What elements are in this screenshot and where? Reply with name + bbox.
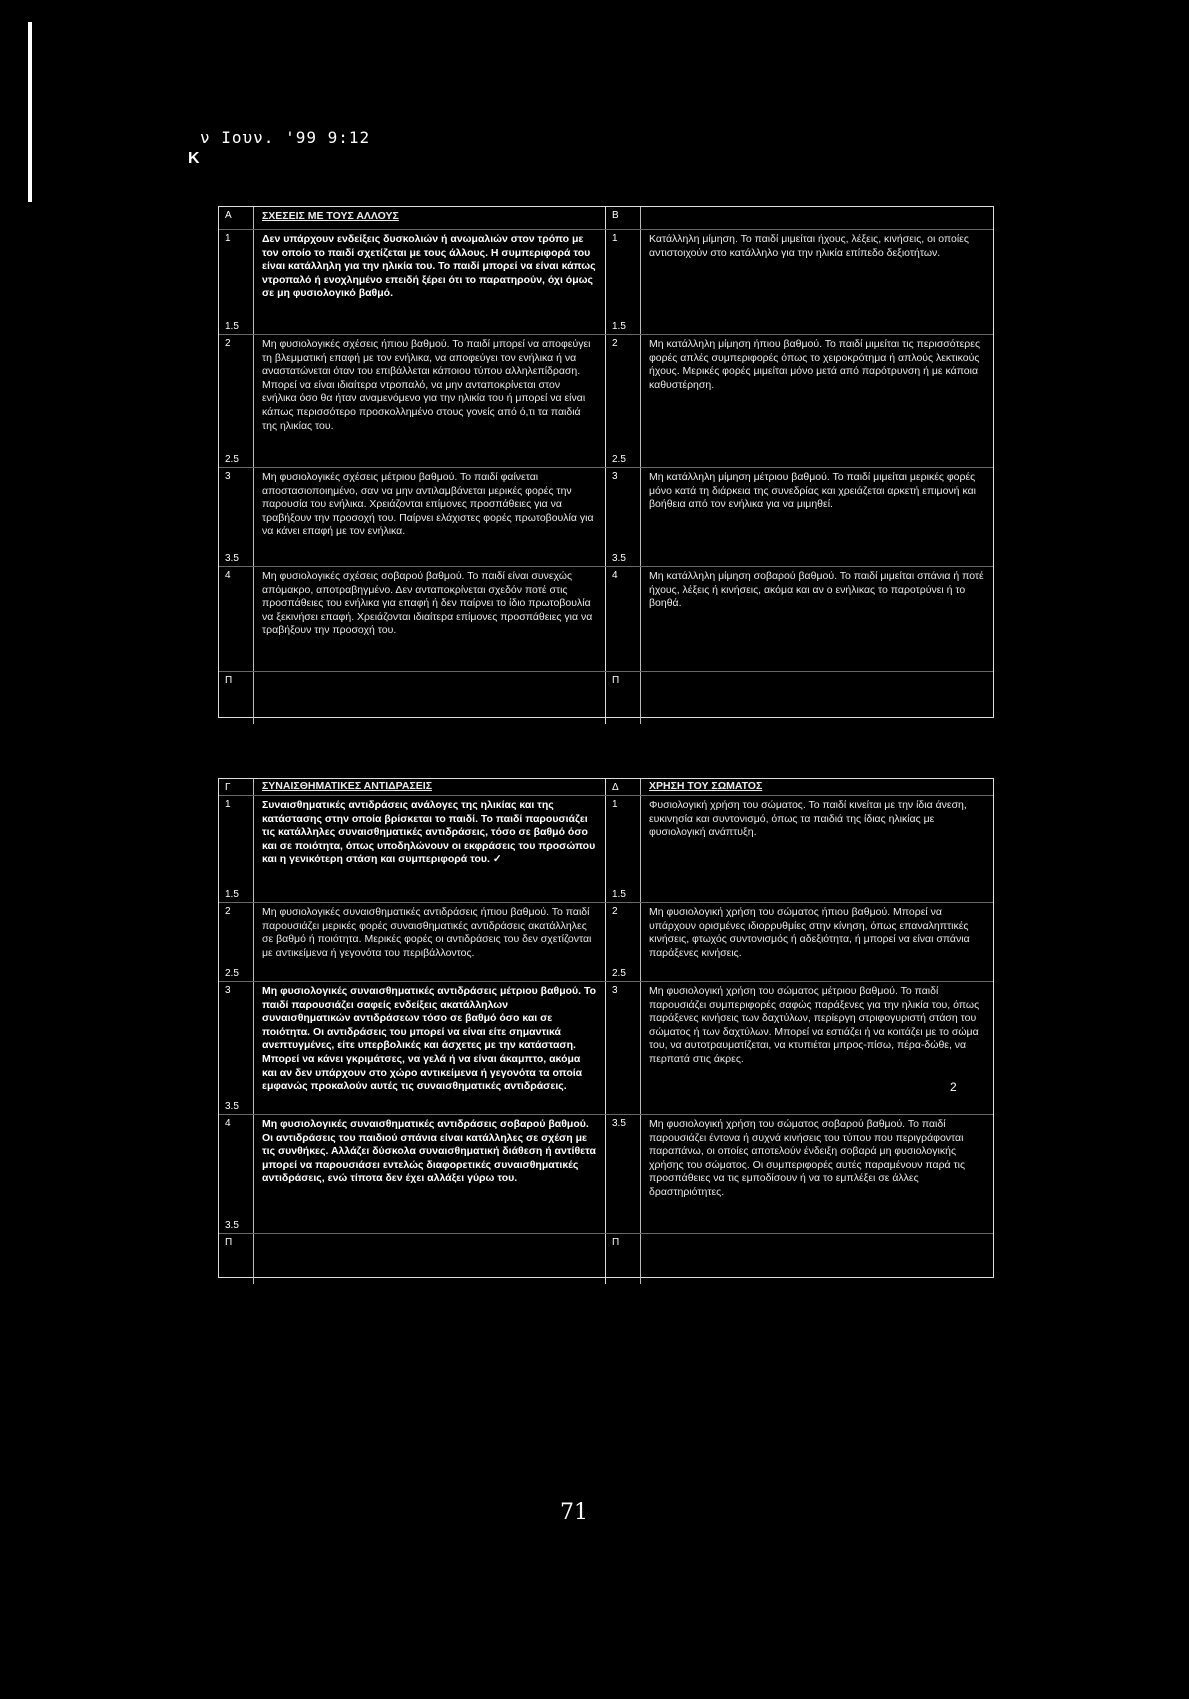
description-cell: Μη φυσιολογική χρήση του σώματος μέτριου βαθμού. Το παιδί παρουσιάζει συμπεριφορές σαφώς παράξενες για την ηλικία του, όπως παράξενες κινήσεις των δαχτύλων, περίεργη στριφογυριστή στάση του σώματος ή των δαχτύλων. Μπορεί να εστιάζει ή να κοιτάζει με το σώμα του, να αυτοτραυματίζεται, να κτυπιέται μπρος-πίσω, πέρα-δώθε, να περπατά στις άκρες. <box>640 982 993 1114</box>
description-cell: Δεν υπάρχουν ενδείξεις δυσκολιών ή ανωμαλιών στον τρόπο με τον οποίο το παιδί σχετίζεται με τους άλλους. Η συμπεριφορά του είναι κατάλληλη για την ηλικία του. Το παιδί μπορεί να είναι κάπως ντροπαλό ή ενοχλημένο επειδή ξέρει ότι το παρατηρούν, όχι όμως σε μη φυσιολογικό βαθμό. <box>253 230 605 334</box>
description-cell: Μη φυσιολογικές συναισθηματικές αντιδράσεις μέτριου βαθμού. Το παιδί παρουσιάζει σαφείς ενδείξεις ακατάλληλων συναισθηματικών αντιδράσεων τόσο σε βαθμό όσο και σε ποιότητα. Οι αντιδράσεις του μπορεί να είναι είτε σημαντικά ανεπτυγμένες, είτε υπερβολικές και άσχετες με την κατάσταση. Μπορεί να κάνει γκριμάτσες, να γελά ή να είναι άκαμπτο, ακόμα και αν δεν υπάρχουν στο χώρο αντικείμενα ή γεγονότα τα οποία εμφανώς προκαλούν αυτές τις συναισθηματικές αντιδράσεις. <box>253 982 605 1114</box>
observation-cell <box>253 672 605 724</box>
score-cell: 3 3.5 <box>225 471 239 564</box>
score-cell: 3.5 <box>612 1118 626 1129</box>
score-cell: 3 3.5 <box>225 985 239 1112</box>
fax-edge-mark <box>28 22 32 202</box>
score-cell: 1 1.5 <box>225 799 239 900</box>
description-cell: Μη κατάλληλη μίμηση ήπιου βαθμού. Το παιδί μιμείται τις περισσότερες φορές απλές συμπεριφορές όπως το χειροκρότημα ή απλούς λεκτικούς ήχους. Μερικές φορές μιμείται μόνο μετά από παρότρυνση ή με κάποια καθυστέρηση. <box>640 335 993 467</box>
score-cell: 2 2.5 <box>225 906 239 979</box>
fax-header: ν Ιουν. '99 9:12 <box>200 128 371 147</box>
table-row <box>219 230 993 335</box>
score-cell: 3 3.5 <box>612 471 626 564</box>
table-row <box>219 468 993 567</box>
page-letter: 2 <box>950 1080 957 1094</box>
description-cell: Φυσιολογική χρήση του σώματος. Το παιδί κινείται με την ίδια άνεση, ευκινησία και συντονισμό, όπως τα παιδιά της ίδιας ηλικίας με φυσιολογική ανάπτυξη. <box>640 796 993 902</box>
description-cell: Συναισθηματικές αντιδράσεις ανάλογες της ηλικίας και της κατάστασης στην οποία βρίσκεται το παιδί. Το παιδί παρουσιάζει τις κατάλληλες συναισθηματικές αντιδράσεις, τόσο σε βαθμό όσο και σε ποιότητα, όπως υποδηλώνουν οι εκφράσεις του προσώπου και η γενικότερη στάση και συμπεριφορά του. ✓ <box>253 796 605 902</box>
section-title: ΣΥΝΑΙΣΘΗΜΑΤΙΚΕΣ ΑΝΤΙΔΡΑΣΕΙΣ <box>253 779 605 795</box>
description-cell: Μη φυσιολογικές σχέσεις σοβαρού βαθμού. Το παιδί είναι συνεχώς απόμακρο, αποτραβηγμένο. Δεν ανταποκρίνεται σχεδόν ποτέ στις προσπάθειες του ενήλικα για επαφή ή δεν παίρνει το ίδιο πρωτοβουλία να ξεκινήσει επαφή. Χρειάζονται ιδιαίτερα επίμονες προσπάθειες για να τραβήξουν την προσοχή του. <box>253 567 605 671</box>
section-label: Δ <box>612 782 619 793</box>
table-row <box>219 903 993 982</box>
description-cell: Μη φυσιολογική χρήση του σώματος σοβαρού βαθμού. Το παιδί παρουσιάζει έντονα ή συχνά κινήσεις του τύπου που περιγράφονται παραπάνω, οι οποίες αποτελούν ένδειξη σοβαρά μη φυσιολογικής χρήσης του σώματος. Οι συμπεριφορές αυτές παραμένουν παρά τις προσπάθειες να τις εμποδίσουν ή να το εμπλέξει σε άλλες δραστηριότητες. <box>640 1115 993 1233</box>
observation-label: Π <box>612 1237 620 1248</box>
table-row <box>219 567 993 672</box>
section-title: ΣΧΕΣΕΙΣ ΜΕ ΤΟΥΣ ΑΛΛΟΥΣ <box>253 207 605 229</box>
table-row <box>219 796 993 903</box>
score-cell: 2 2.5 <box>612 906 626 979</box>
section-label: Γ <box>225 782 231 793</box>
section-label: Β <box>612 210 619 221</box>
description-cell: Μη κατάλληλη μίμηση σοβαρού βαθμού. Το παιδί μιμείται σπάνια ή ποτέ ήχους, λέξεις ή κινήσεις, ακόμα και αν ο ενήλικας το παροτρύνει ή το βοηθά. <box>640 567 993 671</box>
table-header-row <box>219 779 993 796</box>
table-row <box>219 1115 993 1234</box>
table-row-observations <box>219 1234 993 1284</box>
table-row-observations <box>219 672 993 724</box>
score-cell: 1 1.5 <box>612 799 626 900</box>
description-cell: Μη κατάλληλη μίμηση μέτριου βαθμού. Το παιδί μιμείται μερικές φορές μόνο κατά τη διάρκεια της συνεδρίας και χρειάζεται αρκετή επιμονή και βοήθεια από τον ενήλικα για να μιμηθεί. <box>640 468 993 566</box>
description-cell: Μη φυσιολογικές συναισθηματικές αντιδράσεις σοβαρού βαθμού. Οι αντιδράσεις του παιδιού σπάνια είναι κατάλληλες σε σχέση με τις συνθήκες. Αλλάζει δύσκολα συναισθηματική διάθεση ή αντίθετα μπορεί να παρουσιάσει εντελώς διαφορετικές συναισθηματικές αντιδράσεις, ενώ τίποτα δεν έχει αλλάξει γύρω του. <box>253 1115 605 1233</box>
section-title: ΧΡΗΣΗ ΤΟΥ ΣΩΜΑΤΟΣ <box>640 779 993 795</box>
section-label: Α <box>225 210 232 221</box>
description-cell: Μη φυσιολογικές σχέσεις ήπιου βαθμού. Το παιδί μπορεί να αποφεύγει τη βλεμματική επαφή με τον ενήλικα, να αποφεύγει τον ενήλικα ή να αναστατώνεται όταν του επιβάλλεται κάποιου τύπου αλληλεπίδραση. Μπορεί να είναι ιδιαίτερα ντροπαλό, να μην ανταποκρίνεται στον ενήλικα όσο θα ήταν αναμενόμενο για την ηλικία του ή μπορεί να είναι κάπως περισσότερο προσκολλημένο στους γονείς από ό,τι τα παιδιά της ηλικίας του. <box>253 335 605 467</box>
observation-label: Π <box>612 675 620 686</box>
score-cell: 2 2.5 <box>225 338 239 465</box>
score-cell: 4 3.5 <box>225 1118 239 1231</box>
observation-label: Π <box>225 1237 233 1248</box>
description-cell: Μη φυσιολογικές συναισθηματικές αντιδράσεις ήπιου βαθμού. Το παιδί παρουσιάζει μερικές φορές συναισθηματικές αντιδράσεις ακατάλληλες σε βαθμό ή ποιότητα. Μερικές φορές οι αντιδράσεις του δεν σχετίζονται με αντικείμενα ή γεγονότα του περιβάλλοντος. <box>253 903 605 981</box>
score-cell: 2 2.5 <box>612 338 626 465</box>
rubric-table-emotions-body <box>218 778 994 1278</box>
observation-cell <box>253 1234 605 1284</box>
table-row <box>219 982 993 1115</box>
fax-mark: Κ <box>188 150 200 167</box>
rubric-table-relations-imitation <box>218 206 994 718</box>
score-cell: 4 <box>225 570 231 581</box>
observation-label: Π <box>225 675 233 686</box>
section-title <box>640 207 993 229</box>
description-cell: Μη φυσιολογικές σχέσεις μέτριου βαθμού. Το παιδί φαίνεται αποστασιοποιημένο, σαν να μην αντιλαμβάνεται μερικές φορές την παρουσία του ενήλικα. Χρειάζονται επίμονες προσπάθειες για να τραβήξουν την προσοχή του. Παίρνει ελάχιστες φορές πρωτοβουλία για να κάνει επαφή με τον ενήλικα. <box>253 468 605 566</box>
score-cell: 3 <box>612 985 618 996</box>
score-cell: 1 1.5 <box>612 233 626 332</box>
page-number: 71 <box>560 1500 588 1525</box>
table-header-row <box>219 207 993 230</box>
description-cell: Μη φυσιολογική χρήση του σώματος ήπιου βαθμού. Μπορεί να υπάρχουν ορισμένες ιδιορρυθμίες στην κίνηση, όπως επαναληπτικές κινήσεις, φτωχός συντονισμός ή αδεξιότητα, ή μπορεί να είναι σπάνια παράξενες κινήσεις. <box>640 903 993 981</box>
observation-cell <box>640 1234 993 1284</box>
score-cell: 1 1.5 <box>225 233 239 332</box>
description-cell: Κατάλληλη μίμηση. Το παιδί μιμείται ήχους, λέξεις, κινήσεις, οι οποίες αντιστοιχούν στο κατάλληλο για την ηλικία επίπεδο δεξιοτήτων. <box>640 230 993 334</box>
observation-cell <box>640 672 993 724</box>
score-cell: 4 <box>612 570 618 581</box>
table-row <box>219 335 993 468</box>
